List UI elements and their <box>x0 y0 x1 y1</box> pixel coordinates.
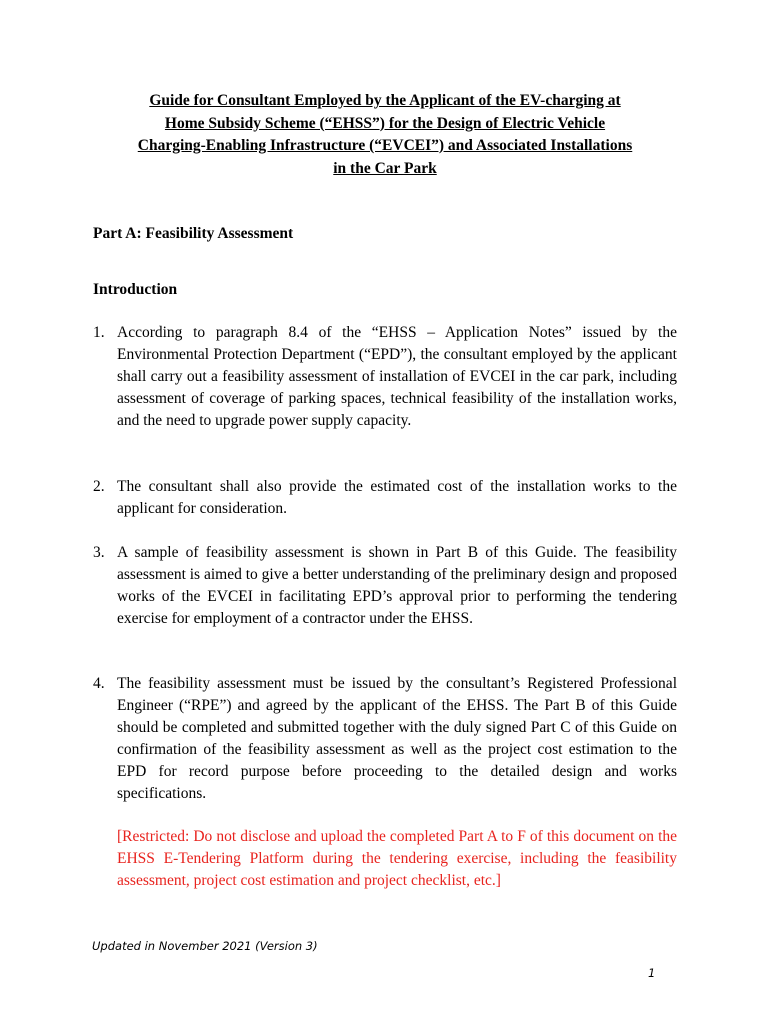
list-item <box>93 673 677 805</box>
list-item-text: The feasibility assessment must be issued by the consultant’s Registered Professional Engineer (“RPE”) and agreed by the applicant of the EHSS. The Part B of this Guide should be completed and submitted together with the duly signed Part C of this Guide on confirmation of the feasibility assessment as well as the project cost estimation to the EPD for record purpose before proceeding to the detailed design and works specifications. <box>117 675 677 802</box>
restricted-note: [Restricted: Do not disclose and upload the completed Part A to F of this document on the EHSS E-Tendering Platform during the tendering exercise, including the feasibility assessment, project cost estimation and project checklist, etc.] <box>117 828 677 889</box>
part-a-heading: Part A: Feasibility Assessment <box>93 225 294 242</box>
introduction-heading: Introduction <box>93 281 178 298</box>
title-line-1: Guide for Consultant Employed by the Applicant of the EV-charging at <box>149 92 621 109</box>
list-item-number: 1. <box>93 324 105 341</box>
list-item-text: A sample of feasibility assessment is shown in Part B of this Guide. The feasibility assessment is aimed to give a better understanding of the preliminary design and proposed works of the EVCEI in facilitating EPD’s approval prior to performing the tendering exercise for employment of a contractor under the EHSS. <box>117 544 678 627</box>
list-item-number: 3. <box>93 544 105 561</box>
title-line-2: Home Subsidy Scheme (“EHSS”) for the Design of Electric Vehicle <box>164 114 606 132</box>
list-item-text: The consultant shall also provide the estimated cost of the installation works to the applicant for consideration. <box>117 478 677 517</box>
list-item-text: According to paragraph 8.4 of the “EHSS – Application Notes” issued by the Environmental Protection Department (“EPD”), the consultant employed by the applicant shall carry out a feasibility assessment of installation of EVCEI in the car park, including assessment of coverage of parking spaces, technical feasibility of the installation works, and the need to upgrade power supply capacity. <box>117 324 677 429</box>
document-title <box>92 90 678 180</box>
page-number: 1 <box>648 966 656 980</box>
title-line-3: Charging-Enabling Infrastructure (“EVCEI”) and Associated Installations <box>137 137 633 154</box>
list-item-number: 4. <box>93 675 105 692</box>
list-item-number: 2. <box>93 478 105 495</box>
title-line-4: in the Car Park <box>333 159 437 177</box>
list-item <box>93 322 677 432</box>
footer-version-note: Updated in November 2021 (Version 3) <box>92 939 318 953</box>
list-item <box>93 542 677 630</box>
list-item <box>93 476 677 520</box>
